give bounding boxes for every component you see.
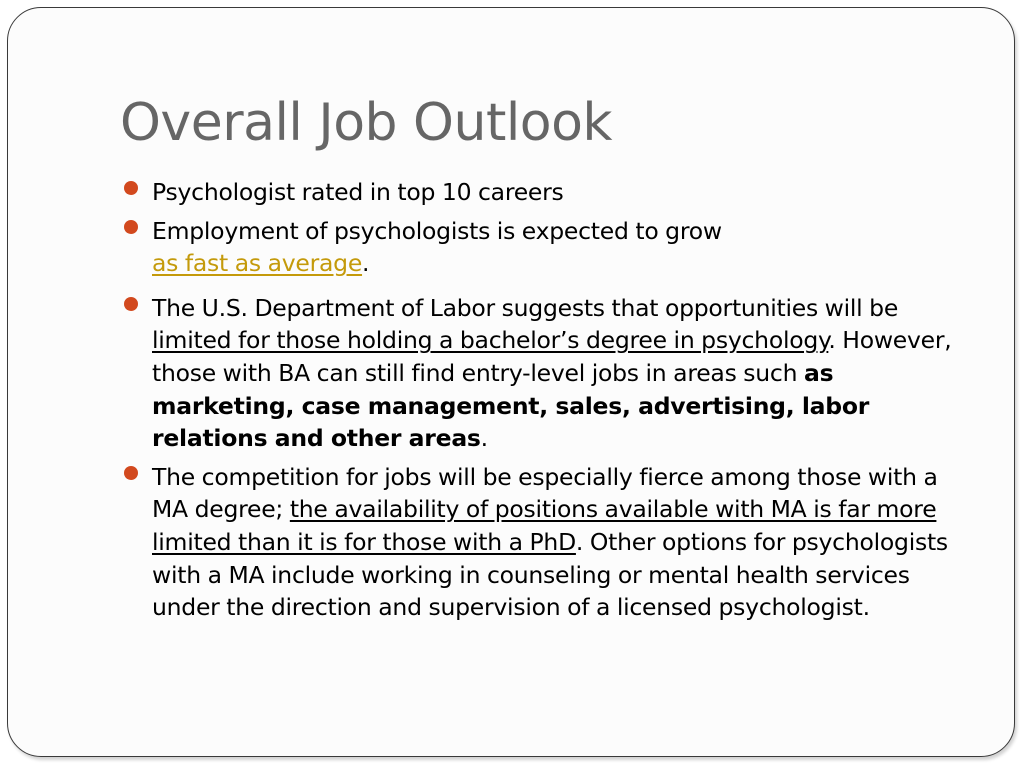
bullet-text: The competition for jobs will be especially fierce among those with a MA degree;	[152, 462, 938, 524]
bullet-text: The U.S. Department of Labor suggests that opportunities will be	[152, 293, 899, 322]
underlined-bachelors-limit: limited for those holding a bachelor’s degree in psychology	[152, 326, 829, 355]
bullet-item-ma-competition	[120, 461, 960, 624]
bullet-text-end: . Other options for psychologists with a MA include working in counseling or mental health services under the direction and supervision of a licensed psychologist.	[152, 527, 948, 622]
as-fast-as-average-link[interactable]: as fast as average	[152, 249, 363, 278]
slide-title: Overall Job Outlook	[120, 93, 613, 153]
bullet-dot-icon	[124, 181, 138, 195]
bullet-list	[120, 176, 960, 624]
bullet-item-department-of-labor	[120, 292, 960, 455]
bullet-text-middle: . However, those with BA can still find entry-level jobs in areas such	[152, 326, 952, 387]
bullet-text-end: .	[480, 424, 488, 453]
bullet-text: Psychologist rated in top 10 careers	[152, 178, 564, 206]
slide-frame	[7, 7, 1015, 757]
bold-job-areas: as marketing, case management, sales, advertising, labor relations and other areas	[152, 358, 870, 453]
bullet-dot-icon	[124, 297, 138, 311]
bullet-text: Employment of psychologists is expected to grow	[152, 216, 722, 245]
bullet-text-end: .	[362, 249, 370, 278]
bullet-item-employment-growth	[120, 215, 960, 280]
bullet-dot-icon	[124, 466, 138, 480]
underlined-ma-availability: the availability of positions available with MA is far more limited than it is for those with a PhD	[152, 495, 937, 556]
bullet-item-top-careers	[120, 176, 960, 209]
bullet-dot-icon	[124, 220, 138, 234]
